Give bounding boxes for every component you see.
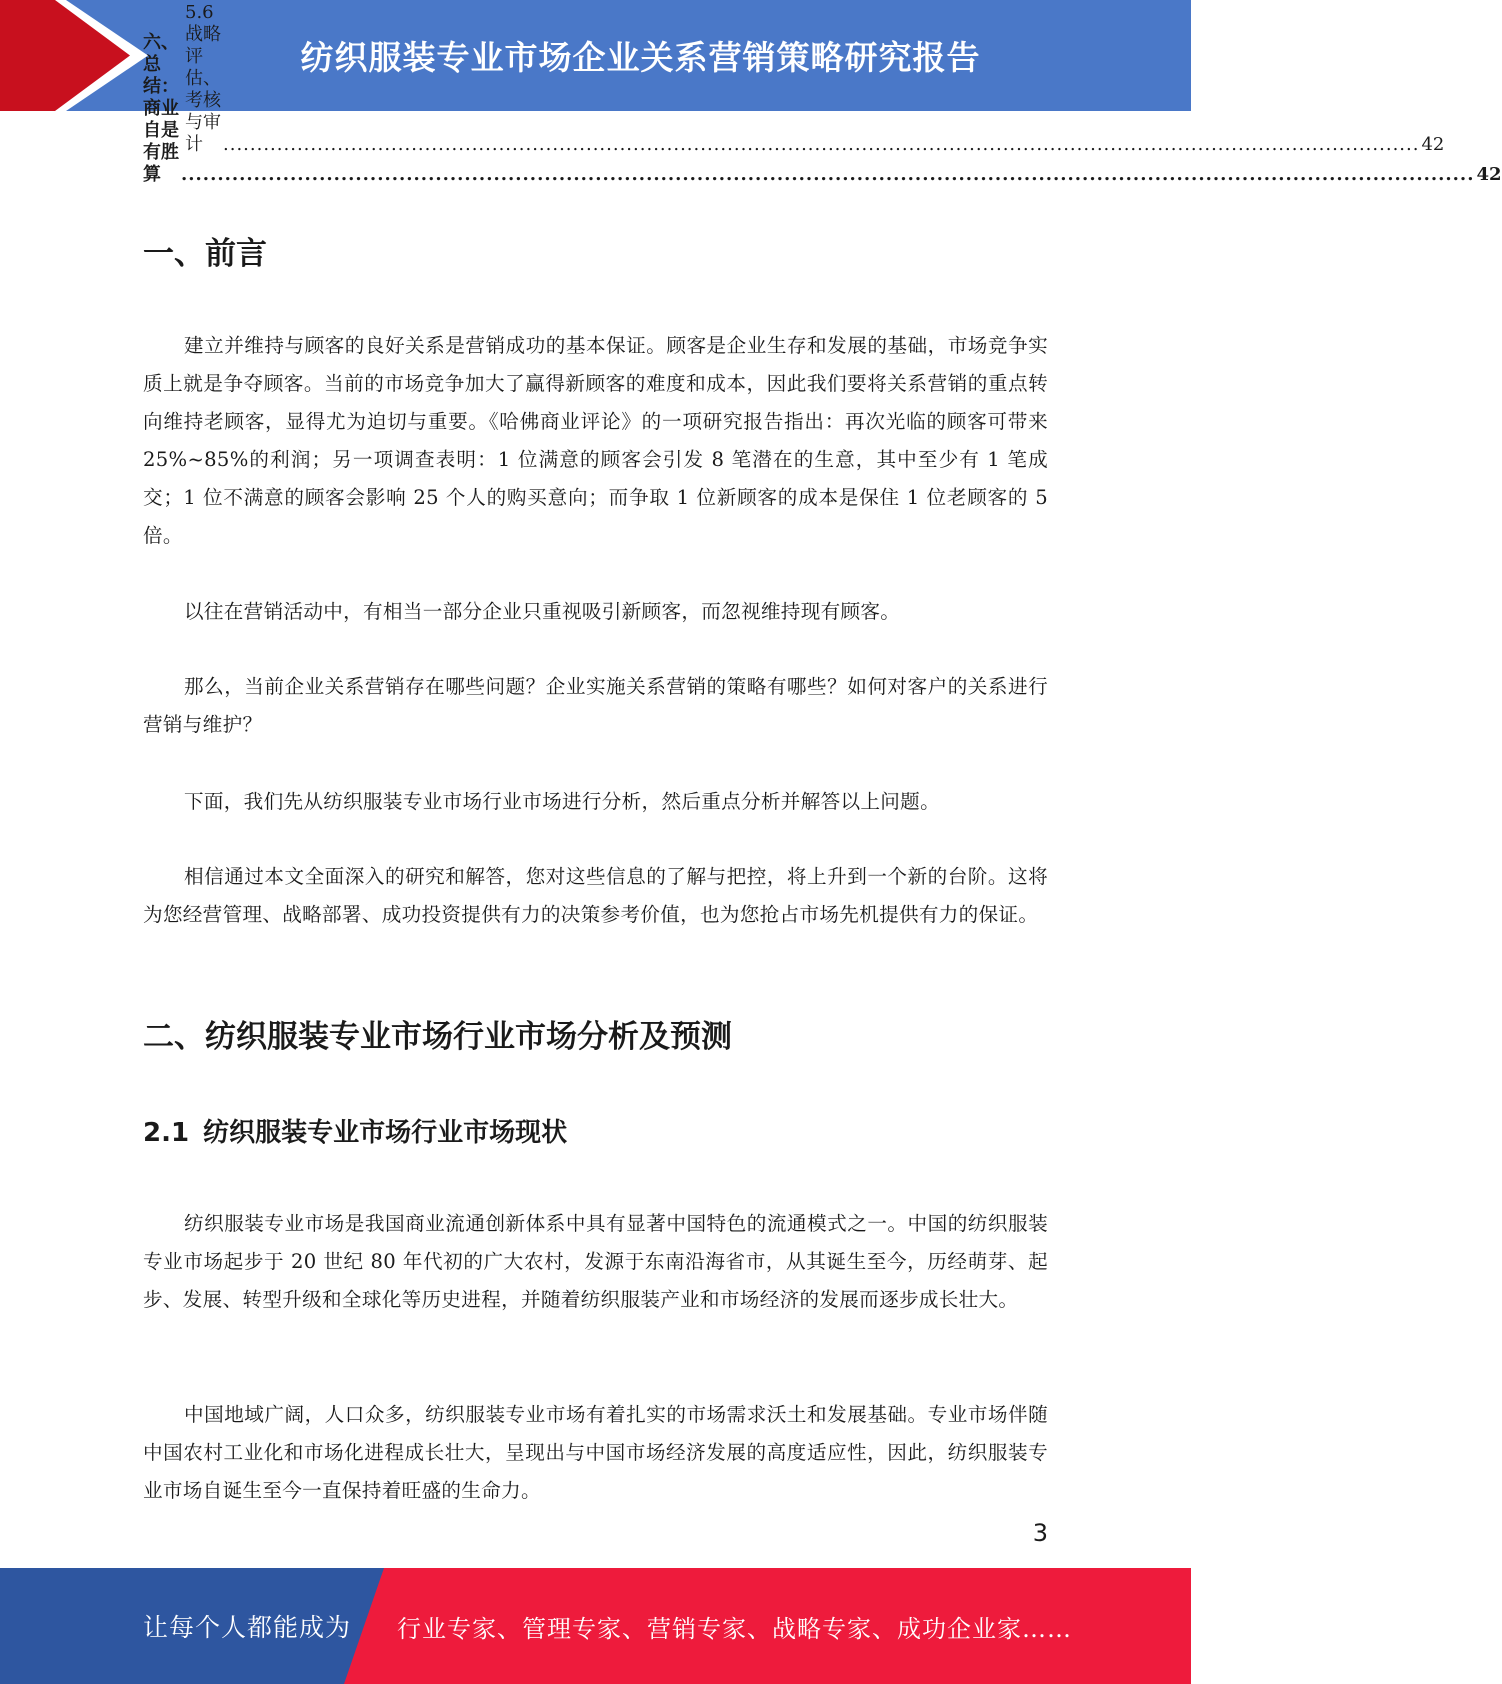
header-arrow-graphic bbox=[0, 0, 160, 111]
toc-entry-page: 42 bbox=[1421, 134, 1445, 155]
section-heading-market-analysis: 二、纺织服装专业市场行业市场分析及预测 bbox=[143, 1019, 732, 1055]
toc-leader-dots: .................................................................................................................................................................................. bbox=[223, 134, 1420, 155]
subsection-number: 2.1 bbox=[143, 1118, 190, 1148]
footer-slogan-left: 让每个人都能成为 bbox=[143, 1613, 352, 1642]
body-paragraph: 中国地域广阔，人口众多，纺织服装专业市场有着扎实的市场需求沃土和发展基础。专业市场伴随中国农村工业化和市场化进程成长壮大，呈现出与中国市场经济发展的高度适应性，因此，纺织服装专业市场自诞生至今一直保持着旺盛的生命力。 bbox=[143, 1403, 1048, 1502]
body-paragraph: 下面，我们先从纺织服装专业市场行业市场进行分析，然后重点分析并解答以上问题。 bbox=[184, 790, 940, 813]
body-paragraph: 以往在营销活动中，有相当一部分企业只重视吸引新顾客，而忽视维持现有顾客。 bbox=[184, 600, 901, 623]
header-title: 纺织服装专业市场企业关系营销策略研究报告 bbox=[300, 38, 981, 77]
toc-entry-label: 5.6 战略评估、考核与审计 bbox=[185, 2, 221, 155]
body-paragraph: 建立并维持与顾客的良好关系是营销成功的基本保证。顾客是企业生存和发展的基础，市场竞争实质上就是争夺顾客。当前的市场竞争加大了赢得新顾客的难度和成本，因此我们要将关系营销的重点转向维持老顾客，显得尤为迫切与重要。《哈佛商业评论》的一项研究报告指出：再次光临的顾客可带来 25%~85%的利润；另一项调查表明：1 位满意的顾客会引发 8 笔潜在的生意，其中至少有 1 笔成交；1 位不满意的顾客会影响 25 个人的购买意向；而争取 1 位新顾客的成本是保住 1 位老顾客的 5 倍。 bbox=[143, 334, 1048, 547]
page-footer bbox=[0, 1568, 1191, 1684]
toc-leader-dots: .................................................................................................................................................................................. bbox=[181, 164, 1475, 185]
toc-entry-page: 42 bbox=[1476, 164, 1502, 185]
footer-slogan-right: 行业专家、管理专家、营销专家、战略专家、成功企业家…… bbox=[397, 1614, 1072, 1643]
body-paragraph: 那么，当前企业关系营销存在哪些问题？企业实施关系营销的策略有哪些？如何对客户的关系进行营销与维护？ bbox=[143, 675, 1048, 736]
body-paragraph: 纺织服装专业市场是我国商业流通创新体系中具有显著中国特色的流通模式之一。中国的纺织服装专业市场起步于 20 世纪 80 年代初的广大农村，发源于东南沿海省市，从其诞生至今，历经萌芽、起步、发展、转型升级和全球化等历史进程，并随着纺织服装产业和市场经济的发展而逐步成长壮大。 bbox=[143, 1212, 1048, 1311]
page-number: 3 bbox=[1032, 1519, 1048, 1547]
toc-entry-label: 六、总结：商业自是有胜算 bbox=[143, 32, 179, 185]
section-heading-preface: 一、前言 bbox=[143, 236, 267, 272]
body-paragraph: 相信通过本文全面深入的研究和解答，您对这些信息的了解与把控，将上升到一个新的台阶。这将为您经营管理、战略部署、成功投资提供有力的决策参考价值，也为您抢占市场先机提供有力的保证。 bbox=[143, 865, 1048, 926]
subsection-heading bbox=[143, 1116, 567, 1150]
subsection-title: 纺织服装专业市场行业市场现状 bbox=[203, 1118, 568, 1148]
